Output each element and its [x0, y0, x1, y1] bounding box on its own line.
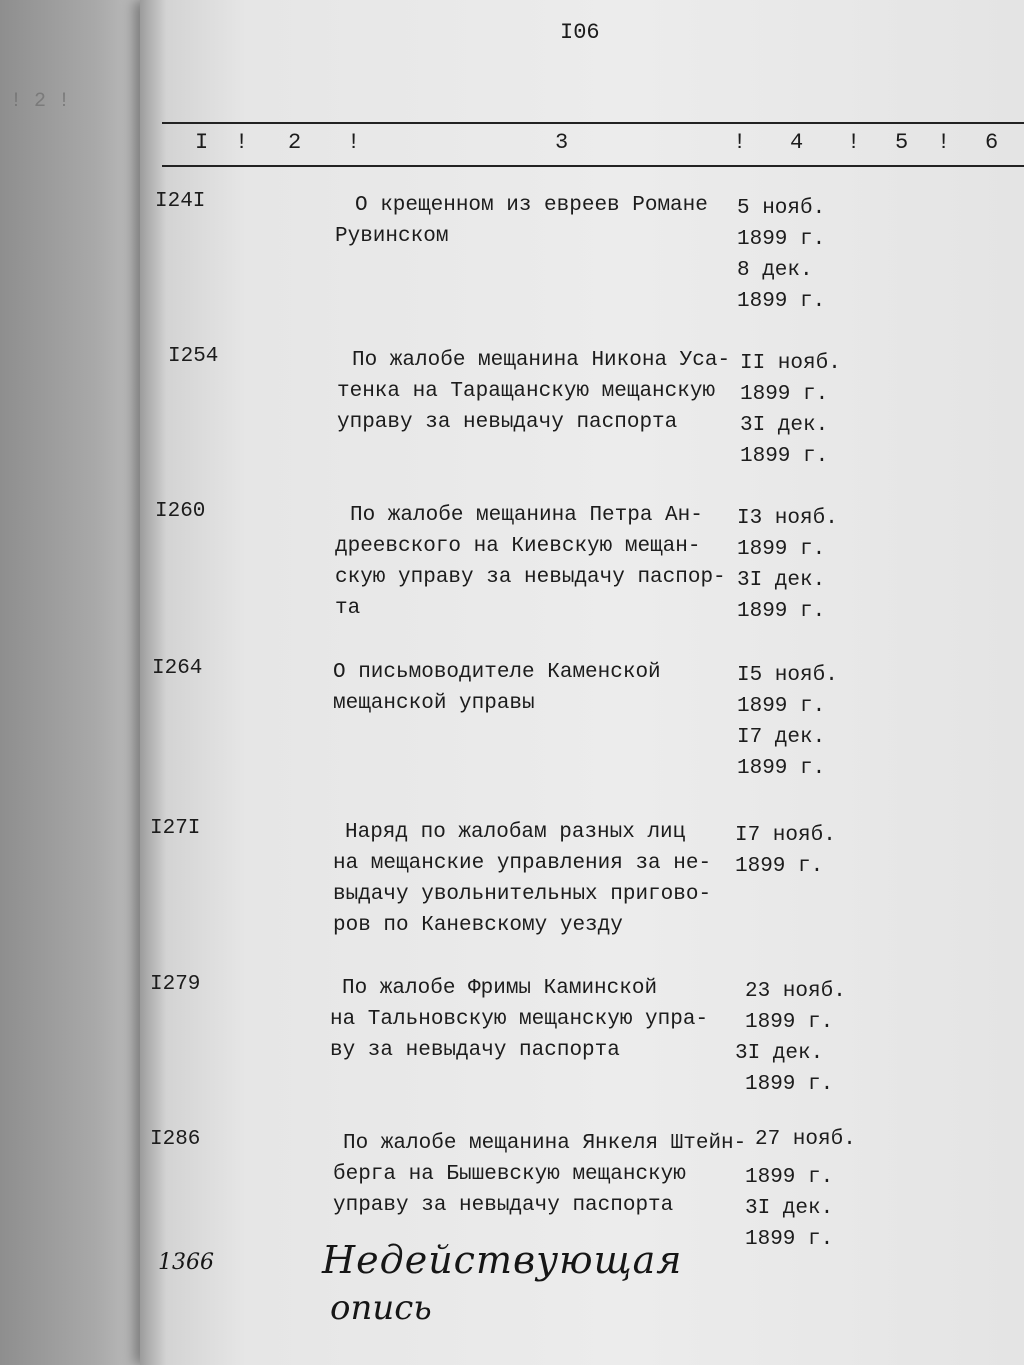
title-line: на Тальновскую мещанскую упра- [330, 1008, 709, 1031]
title-line: управу за невыдачу паспорта [333, 1194, 674, 1217]
date-start-day: 5 нояб. [737, 197, 826, 220]
col-sep: ! [937, 130, 951, 155]
case-dates [740, 348, 841, 472]
date-start-year: 1899 г. [735, 855, 824, 878]
title-line: По жалобе мещанина Янкеля Штейн- [343, 1132, 747, 1155]
title-line: на мещанские управления за не- [333, 852, 712, 875]
title-line: выдачу увольнительных пригово- [333, 883, 712, 906]
date-end-year: 1899 г. [737, 757, 826, 780]
case-number: I27I [150, 817, 201, 840]
date-start-day: 23 нояб. [745, 980, 846, 1003]
col-sep: ! [347, 130, 361, 155]
title-line: мещанской управы [333, 692, 535, 715]
title-line: ров по Каневскому уезду [333, 914, 623, 937]
title-line: берга на Бышевскую мещанскую [333, 1163, 686, 1186]
date-start-day: I3 нояб. [737, 507, 838, 530]
date-start-day: I7 нояб. [735, 824, 836, 847]
date-end-year: 1899 г. [740, 445, 829, 468]
case-dates [737, 503, 838, 627]
title-line: та [335, 597, 361, 620]
title-line: Рувинском [335, 225, 449, 248]
title-line: О письмоводителе Каменской [333, 661, 661, 684]
handwritten-note: Недействующая [322, 1238, 683, 1282]
date-end-day: 3I дек. [745, 1197, 834, 1220]
case-title [330, 973, 730, 1066]
title-line: ву за невыдачу паспорта [330, 1039, 620, 1062]
col-header-5: 5 [895, 130, 909, 155]
date-start-year: 1899 г. [737, 538, 826, 561]
title-line: тенка на Таращанскую мещанскую [337, 380, 716, 403]
case-dates [735, 820, 836, 882]
facing-page-bleed-text: ! 2 ! [10, 90, 71, 113]
title-line: Наряд по жалобам разных лиц [345, 821, 686, 844]
col-header-1: I [195, 130, 209, 155]
date-end-year: 1899 г. [745, 1073, 834, 1096]
case-number: I24I [155, 190, 206, 213]
case-dates [737, 660, 838, 784]
header-rule-bottom [162, 165, 1024, 167]
date-start-year: 1899 г. [745, 1011, 834, 1034]
case-title [333, 657, 733, 719]
case-number: I286 [150, 1128, 201, 1151]
case-title [335, 500, 735, 624]
col-header-3: 3 [555, 130, 569, 155]
title-line: По жалобе мещанина Никона Уса- [352, 349, 731, 372]
date-start-day: 27 нояб. [755, 1128, 856, 1151]
title-line: дреевского на Киевскую мещан- [335, 535, 701, 558]
case-title [335, 190, 735, 252]
case-dates [735, 976, 846, 1100]
date-end-day: I7 дек. [737, 726, 826, 749]
case-title [337, 345, 737, 438]
date-start-year: 1899 г. [740, 383, 829, 406]
case-number: I279 [150, 973, 201, 996]
date-start-day: II нояб. [740, 352, 841, 375]
title-line: скую управу за невыдачу паспор- [335, 566, 726, 589]
col-header-2: 2 [288, 130, 302, 155]
date-end-day: 3I дек. [735, 1042, 824, 1065]
title-line: По жалобе мещанина Петра Ан- [350, 504, 703, 527]
header-rule-top [162, 122, 1024, 124]
handwritten-number: 1366 [158, 1250, 214, 1275]
date-end-year: 1899 г. [745, 1228, 834, 1251]
date-end-day: 8 дек. [737, 259, 813, 282]
date-start-year: 1899 г. [745, 1166, 834, 1189]
case-title [333, 817, 733, 941]
date-end-day: 3I дек. [740, 414, 829, 437]
case-number: I260 [155, 500, 206, 523]
date-start-year: 1899 г. [737, 228, 826, 251]
date-end-day: 3I дек. [737, 569, 826, 592]
col-sep: ! [235, 130, 249, 155]
date-end-year: 1899 г. [737, 290, 826, 313]
case-number: I254 [168, 345, 219, 368]
col-sep: ! [847, 130, 861, 155]
title-line: управу за невыдачу паспорта [337, 411, 678, 434]
title-line: По жалобе Фримы Каминской [342, 977, 658, 1000]
handwritten-note-line2: опись [330, 1288, 432, 1328]
date-end-year: 1899 г. [737, 600, 826, 623]
col-header-4: 4 [790, 130, 804, 155]
col-sep: ! [733, 130, 747, 155]
title-line: О крещенном из евреев Романе [355, 194, 708, 217]
date-start-day: I5 нояб. [737, 664, 838, 687]
case-dates [737, 193, 825, 317]
date-start-year: 1899 г. [737, 695, 826, 718]
case-number: I264 [152, 657, 203, 680]
page-number: I06 [560, 20, 600, 45]
col-header-6: 6 [985, 130, 999, 155]
